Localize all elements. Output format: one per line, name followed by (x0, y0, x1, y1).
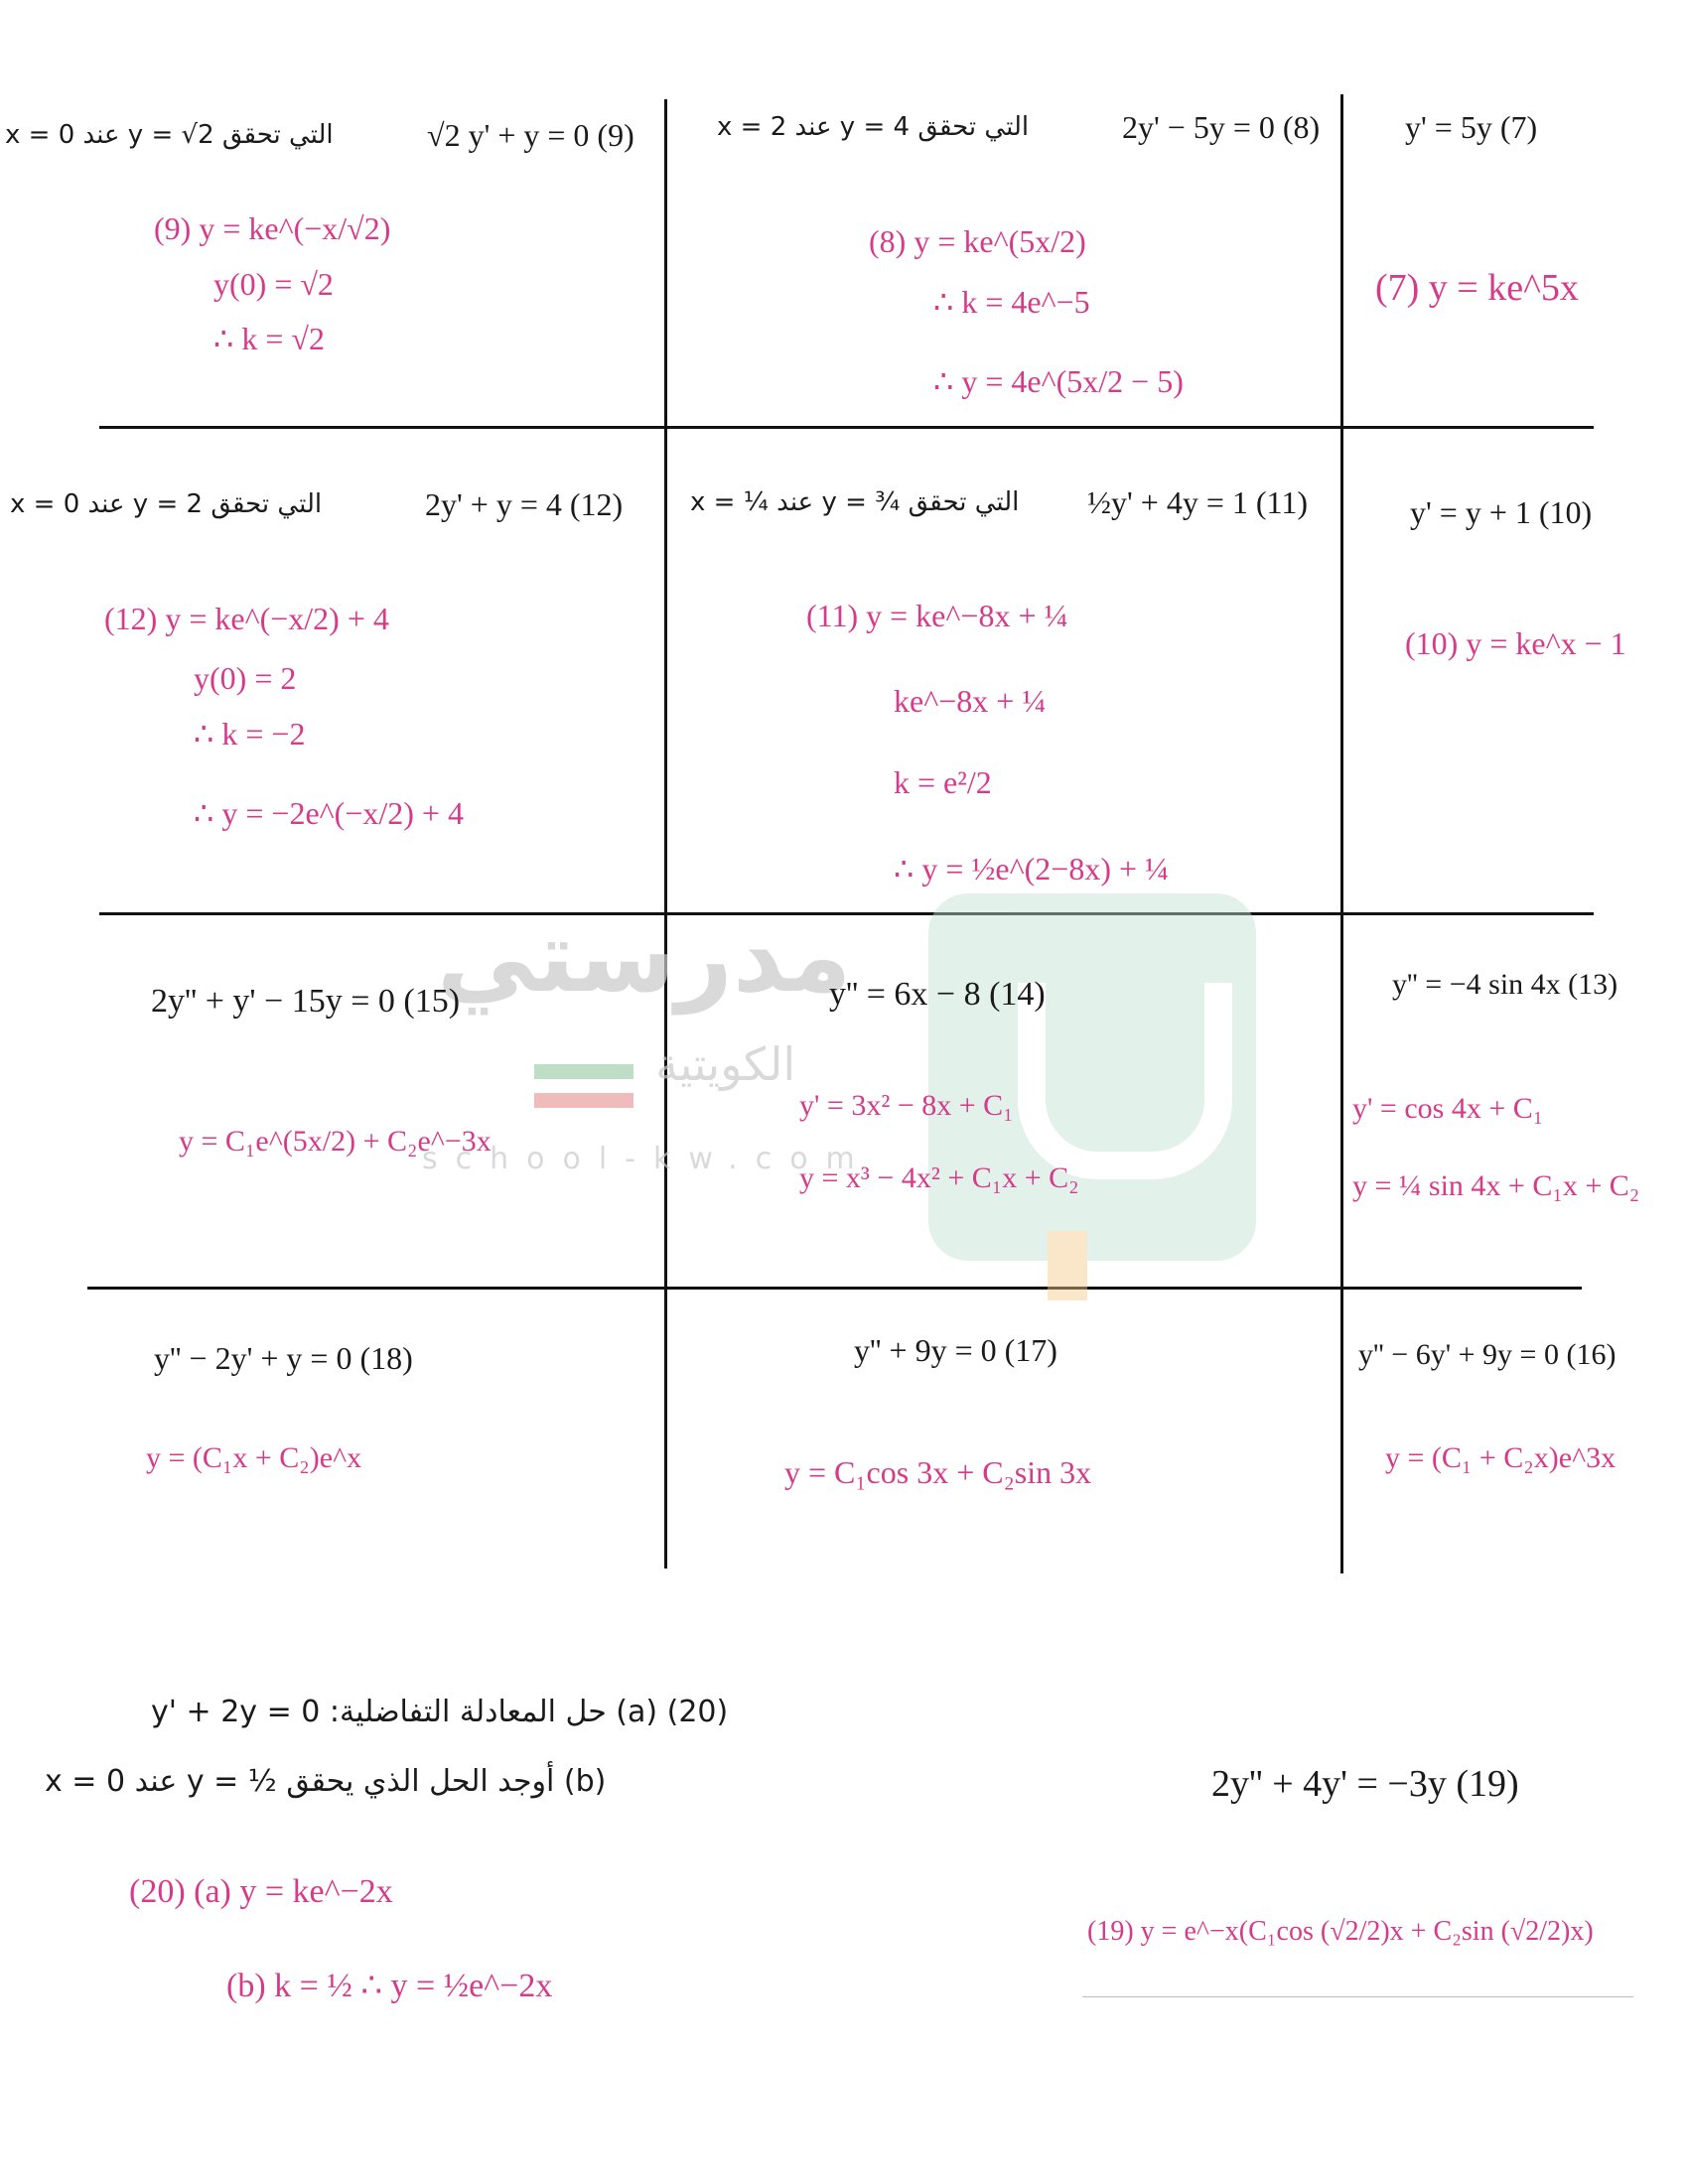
problem-8-answer-line-3: ∴ y = 4e^(5x/2 − 5) (933, 363, 1184, 399)
problem-20-question-b: x = 0 عند y = ½ أوجد الحل الذي يحقق (b) (45, 1764, 607, 1799)
problem-17-question: y'' + 9y = 0 (17) (854, 1332, 1057, 1368)
problem-16-answer: y = (C₁ + C₂x)e^3x (1385, 1441, 1617, 1474)
problem-11-answer-line-3: k = e²/2 (894, 764, 992, 800)
problem-13-answer-line-2: y = ¼ sin 4x + C₁x + C₂ (1352, 1169, 1640, 1202)
problem-12-answer-line-3: ∴ k = −2 (194, 716, 306, 751)
problem-9-answer-line-1: (9) y = ke^(−x/√2) (154, 210, 391, 246)
problem-16-question: y'' − 6y' + 9y = 0 (16) (1358, 1338, 1617, 1371)
problem-9-answer-line-2: y(0) = √2 (213, 266, 334, 302)
problem-18-answer: y = (C₁x + C₂)e^x (146, 1441, 362, 1474)
problem-8-answer-line-1: (8) y = ke^(5x/2) (869, 223, 1086, 259)
problem-19-question: 2y'' + 4y' = −3y (19) (1211, 1763, 1519, 1805)
problem-13-answer-line-1: y' = cos 4x + C₁ (1352, 1092, 1544, 1125)
problem-19-answer: (19) y = e^−x(C₁cos (√2/2)x + C₂sin (√2/2)x) (1087, 1916, 1594, 1947)
problem-7-question: y' = 5y (7) (1405, 109, 1538, 145)
problem-14-answer-line-1: y' = 3x² − 8x + C₁ (799, 1089, 1014, 1122)
problem-9-answer-line-3: ∴ k = √2 (213, 321, 325, 356)
problem-8-answer-line-2: ∴ k = 4e^−5 (933, 284, 1090, 320)
problem-12-question: 2y' + y = 4 (12) (425, 486, 624, 522)
horizontal-line-1 (99, 426, 1594, 429)
watermark-name: مدرستي (437, 898, 852, 1015)
problem-8-condition: x = 2 عند y = 4 التي تحقق (717, 112, 1030, 142)
problem-12-answer-line-2: y(0) = 2 (194, 660, 297, 696)
problem-9-condition: x = 0 عند y = √2 التي تحقق (5, 120, 334, 150)
problem-15-answer: y = C₁e^(5x/2) + C₂e^−3x (179, 1125, 492, 1158)
problem-12-answer-line-1: (12) y = ke^(−x/2) + 4 (104, 601, 389, 636)
bottom-divider (1082, 1996, 1633, 1997)
problem-18-question: y'' − 2y' + y = 0 (18) (154, 1340, 413, 1376)
vertical-line-2 (1340, 94, 1343, 1573)
watermark-site: school-kw.com (422, 1142, 873, 1176)
problem-11-answer-line-1: (11) y = ke^−8x + ¼ (806, 598, 1068, 633)
problem-12-answer-line-4: ∴ y = −2e^(−x/2) + 4 (194, 795, 464, 831)
watermark-logo (928, 893, 1256, 1261)
problem-11-answer-line-2: ke^−8x + ¼ (894, 683, 1047, 719)
problem-20-answer-b: (b) k = ½ ∴ y = ½e^−2x (226, 1968, 553, 2004)
problem-13-question: y'' = −4 sin 4x (13) (1392, 968, 1618, 1001)
problem-10-question: y' = y + 1 (10) (1410, 494, 1593, 530)
problem-20-answer-a: (20) (a) y = ke^−2x (129, 1873, 393, 1910)
problem-12-condition: x = 0 عند y = 2 التي تحقق (10, 489, 323, 519)
problem-15-question: 2y'' + y' − 15y = 0 (15) (151, 983, 461, 1020)
problem-14-answer-line-2: y = x³ − 4x² + C₁x + C₂ (799, 1161, 1079, 1194)
problem-11-condition: x = ¼ عند y = ¾ التي تحقق (690, 487, 1020, 517)
problem-10-answer: (10) y = ke^x − 1 (1405, 625, 1626, 661)
problem-17-answer: y = C₁cos 3x + C₂sin 3x (784, 1454, 1092, 1490)
problem-14-question: y'' = 6x − 8 (14) (829, 976, 1046, 1013)
problem-20-question-a: y' + 2y = 0 :حل المعادلة التفاضلية (a) (20) (151, 1695, 729, 1729)
watermark-flag (534, 1064, 633, 1108)
problem-7-answer: (7) y = ke^5x (1375, 267, 1579, 309)
problem-11-question: ½y' + 4y = 1 (11) (1087, 484, 1308, 520)
problem-8-question: 2y' − 5y = 0 (8) (1122, 109, 1321, 145)
watermark-sub: الكويتية (655, 1037, 796, 1091)
problem-11-answer-line-4: ∴ y = ½e^(2−8x) + ¼ (894, 851, 1170, 887)
problem-9-question: √2 y' + y = 0 (9) (427, 117, 634, 153)
horizontal-line-3 (87, 1287, 1582, 1290)
vertical-line-1 (664, 99, 667, 1569)
